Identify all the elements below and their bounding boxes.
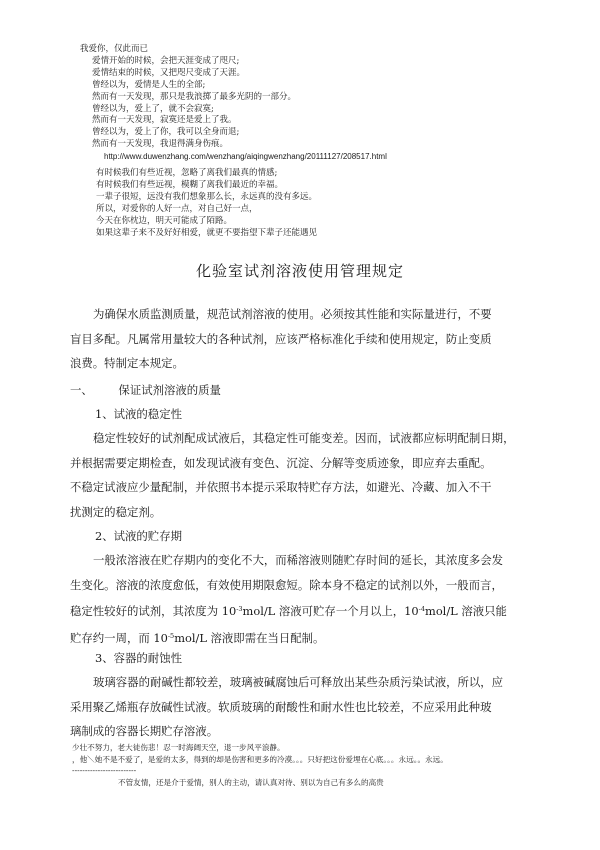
footer-line: ，他＼她不是不爱了，是爱的太多，得到的却是伤害和更多的冷漠。。。只好把这份爱埋在心底。。。永远。。永远。 (72, 754, 448, 764)
text-line: 生变化。溶液的浓度愈低，有效使用期限愈短。除本身不稳定的试剂以外，一般而言， (70, 577, 503, 592)
exponent: -5 (167, 631, 175, 640)
text-fragment: mol/L 溶液可贮存一个月以上，10 (242, 604, 419, 618)
section-number: 一、 (70, 383, 93, 397)
poem-mid-line: 有时候我们有些近视，忽略了离我们最真的情感; (96, 168, 278, 178)
document-title: 化验室试剂溶液使用管理规定 (195, 262, 404, 280)
poem-mid-line: 所以，对爱你的人好一点，对自己好一点， (96, 203, 258, 214)
exponent: -3 (236, 605, 243, 613)
intro-paragraph (70, 302, 534, 376)
text-line: 稳定性较好的试剂配成试液后，其稳定性可能变差。因而，试液都应标明配制日期， (93, 431, 515, 445)
source-url-link[interactable]: http://www.duwenzhang.com/wenzhang/aiqingwenzhang/20111127/208517.html (104, 152, 387, 162)
subsection-heading: 3、容器的耐蚀性 (95, 651, 182, 665)
footer-line: 不管友情，还是介于爱情，别人的主动，请认真对待、别以为自己有多么的高贵 (118, 777, 384, 787)
text-line: 采用聚乙烯瓶存放碱性试液。软质玻璃的耐酸性和耐水性也比较差，不应采用此种玻 (70, 699, 492, 714)
text-line: 一般浓溶液在贮存期内的变化不大，而稀溶液则随贮存时间的延长，其浓度多会发 (93, 553, 504, 567)
footer-block (72, 742, 448, 788)
poem-top-line: 然而有一天发现，那只是我浪掷了最多光阴的一部分。 (92, 91, 297, 102)
text-line: 盲目多配。凡属常用量较大的各种试剂，应该严格标准化手续和使用规定，防止变质 (70, 331, 492, 346)
poem-mid-line: 今天在你枕边，明天可能成了陌路。 (96, 215, 233, 226)
text-line: 扰测定的稳定剂。 (70, 504, 162, 519)
poem-top-line: 我爱你，仅此而已 (80, 44, 149, 54)
text-fragment: 贮存约一周，而 10 (70, 630, 168, 645)
exponent: -4 (418, 605, 426, 613)
poem-top-line: 爱情结束的时候，又把咫尺变成了天涯。 (92, 67, 246, 78)
poem-mid-line: 如果这辈子来不及好好相爱，就更不要指望下辈子还能遇见 (96, 227, 318, 238)
text-fragment: 稳定性较好的试剂，其浓度为 10 (70, 604, 237, 618)
poem-top-line: 然而有一天发现，寂寞还是爱上了我。 (92, 115, 237, 126)
poem-top-line: 曾经以为，爱情是人生的全部; (92, 79, 206, 90)
subsection-heading: 1、试液的稳定性 (95, 407, 182, 421)
poem-mid-block (96, 168, 317, 239)
section-heading (70, 382, 221, 398)
poem-mid-line: 一辈子很短，远没有我们想象那么长，永远真的没有多远。 (96, 191, 318, 202)
footer-divider: ------------------------- (72, 766, 137, 776)
poem-top-line: 曾经以为，爱上了你，我可以全身而退; (92, 127, 240, 138)
footer-line: 少壮不努力，老大徒伤悲！忍一时海阔天空，退一步风平浪静。 (72, 743, 285, 752)
corrosion-paragraph (70, 670, 534, 744)
poem-mid-line: 有时候我们有些远视，模糊了离我们最近的幸福。 (96, 179, 284, 190)
text-line-with-exponents (70, 624, 534, 651)
text-line-with-exponents (70, 597, 534, 624)
text-line: 玻璃容器的耐碱性都较差，玻璃被碱腐蚀后可释放出某些杂质污染试液，所以，应 (93, 675, 504, 689)
stability-paragraph (70, 426, 534, 524)
section-title: 保证试剂溶液的质量 (118, 383, 221, 397)
subsection-heading: 2、试液的贮存期 (95, 529, 182, 543)
text-fragment: mol/L 溶液即需在当日配制。 (174, 630, 325, 645)
poem-top-line: 爱情开始的时候，会把天涯变成了咫尺; (92, 55, 240, 66)
poem-top-line: 然而有一天发现，我退得满身伤痕。 (92, 139, 229, 150)
text-line: 不稳定试液应少量配制，并依照书本提示采取特贮存方法，如避光、冷藏、加入不干 (70, 480, 492, 494)
text-line: 浪费。特制定本规定。 (70, 356, 184, 370)
text-fragment: mol/L 溶液只能 (425, 604, 507, 618)
source-url-line (104, 151, 387, 163)
text-line: 并根据需要定期检查，如发现试液有变色、沉淀、分解等变质迹象，即应弃去重配。 (70, 455, 492, 470)
poem-top-block (80, 44, 387, 163)
text-line: 璃制成的容器长期贮存溶液。 (70, 724, 219, 738)
storage-paragraph (70, 548, 534, 650)
poem-top-line: 曾经以为，爱上了，就不会寂寞; (92, 103, 214, 114)
text-line: 为确保水质监测质量，规范试剂溶液的使用。必须按其性能和实际量进行，不要 (93, 307, 492, 321)
